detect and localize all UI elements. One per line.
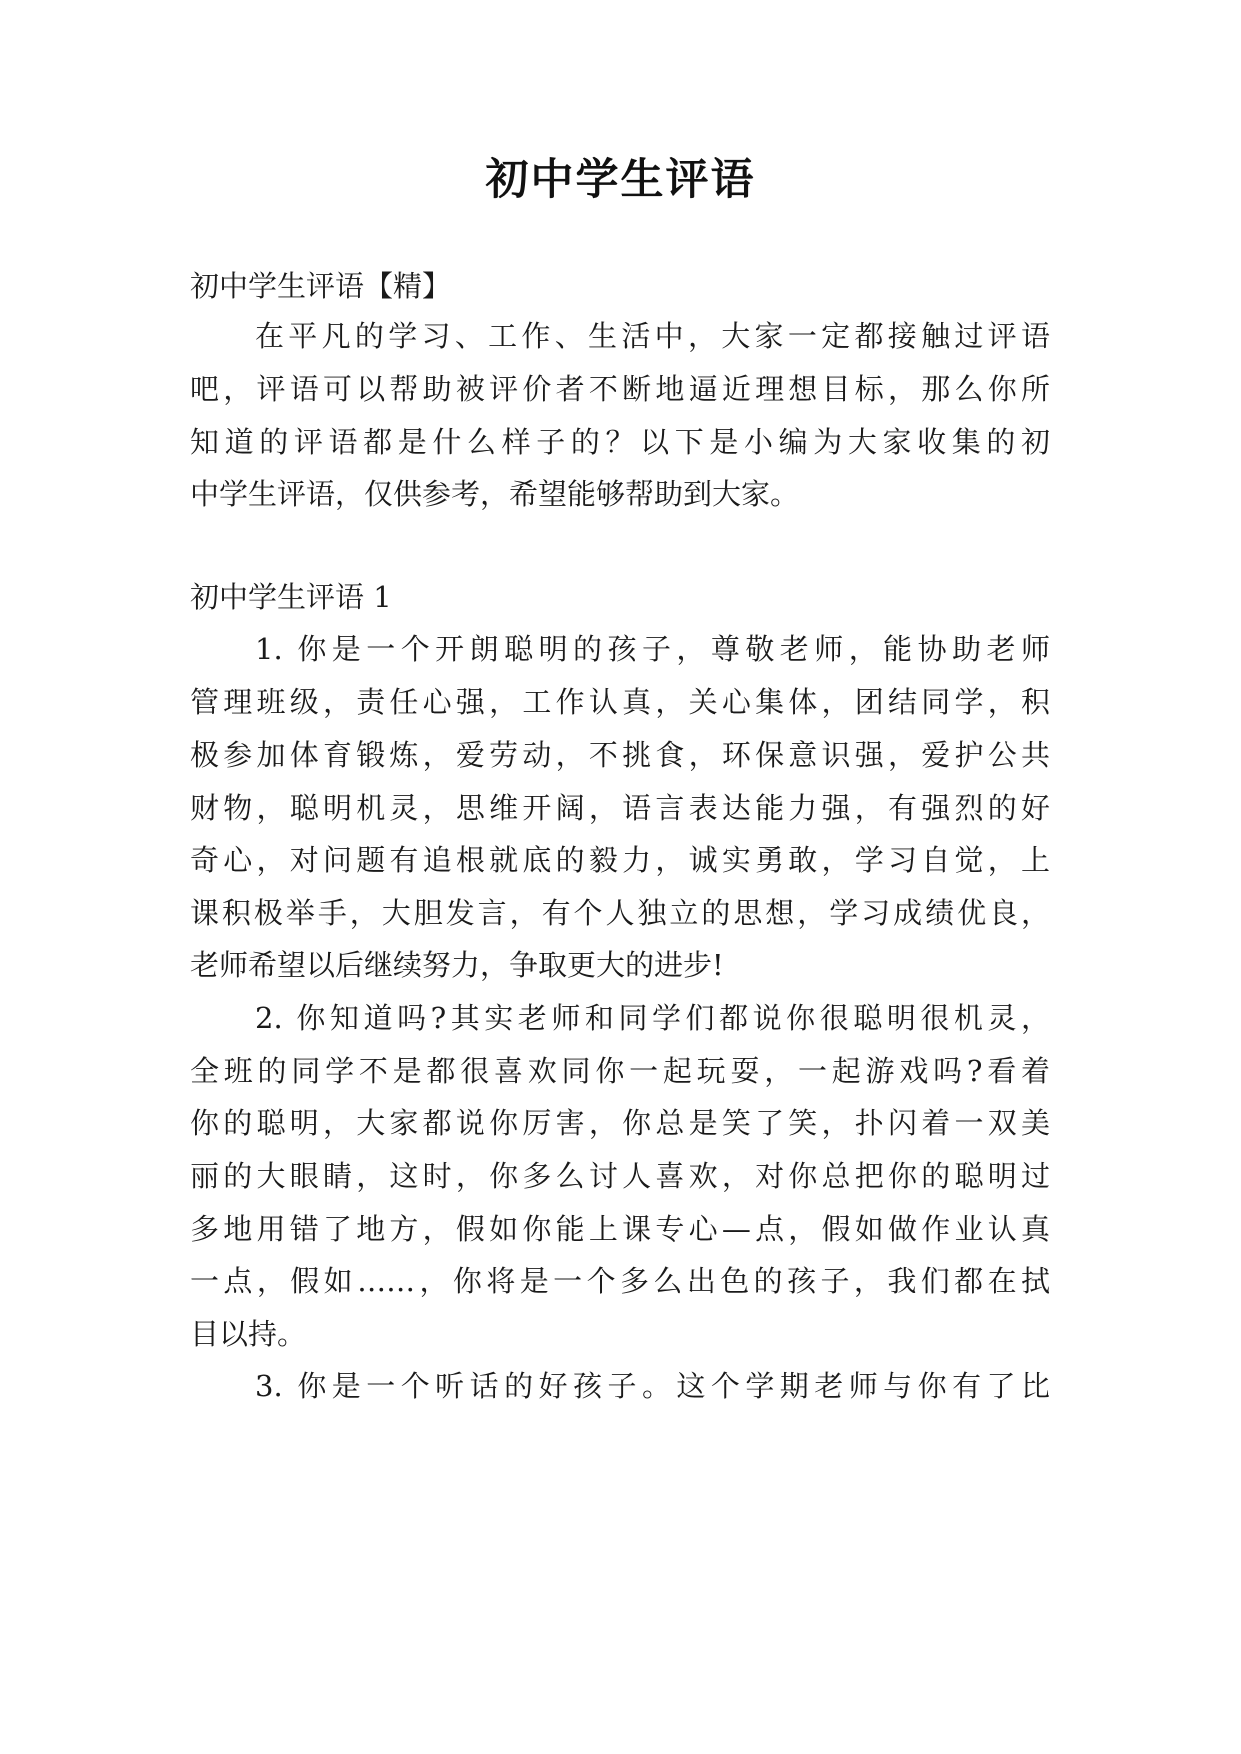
intro-line: 知道的评语都是什么样子的？以下是小编为大家收集的初 [190, 425, 1050, 459]
item-2-line: 2. 你知道吗?其实老师和同学们都说你很聪明很机灵， [255, 1001, 1050, 1035]
item-1-line: 1. 你是一个开朗聪明的孩子，尊敬老师，能协助老师 [255, 632, 1050, 666]
item-2-line: 丽的大眼睛，这时，你多么讨人喜欢，对你总把你的聪明过 [190, 1159, 1050, 1193]
intro-line: 在平凡的学习、工作、生活中，大家一定都接触过评语 [255, 319, 1050, 353]
item-2-line: 一点，假如……，你将是一个多么出色的孩子，我们都在拭 [190, 1264, 1050, 1298]
item-3-line: 3. 你是一个听话的好孩子。这个学期老师与你有了比 [255, 1369, 1050, 1403]
intro-line: 中学生评语，仅供参考，希望能够帮助到大家。 [190, 477, 800, 511]
item-1-line: 管理班级，责任心强，工作认真，关心集体，团结同学，积 [190, 685, 1050, 719]
section-heading: 初中学生评语 1 [190, 580, 392, 614]
intro-line: 吧，评语可以帮助被评价者不断地逼近理想目标，那么你所 [190, 372, 1050, 406]
document-title: 初中学生评语 [485, 155, 756, 205]
item-1-line: 老师希望以后继续努力，争取更大的进步! [190, 948, 724, 982]
item-2-line: 你的聪明，大家都说你厉害，你总是笑了笑，扑闪着一双美 [190, 1106, 1050, 1140]
item-1-line: 课积极举手，大胆发言，有个人独立的思想，学习成绩优良， [190, 896, 1050, 930]
item-2-line: 目以持。 [190, 1317, 307, 1351]
item-1-line: 极参加体育锻炼，爱劳动，不挑食，环保意识强，爱护公共 [190, 738, 1050, 772]
item-1-line: 奇心，对问题有追根就底的毅力，诚实勇敢，学习自觉，上 [190, 843, 1050, 877]
document-subtitle: 初中学生评语【精】 [190, 269, 452, 303]
item-1-line: 财物，聪明机灵，思维开阔，语言表达能力强，有强烈的好 [190, 791, 1050, 825]
item-2-line: 全班的同学不是都很喜欢同你一起玩耍，一起游戏吗?看着 [190, 1054, 1050, 1088]
item-2-line: 多地用错了地方，假如你能上课专心—点，假如做作业认真 [190, 1212, 1050, 1246]
